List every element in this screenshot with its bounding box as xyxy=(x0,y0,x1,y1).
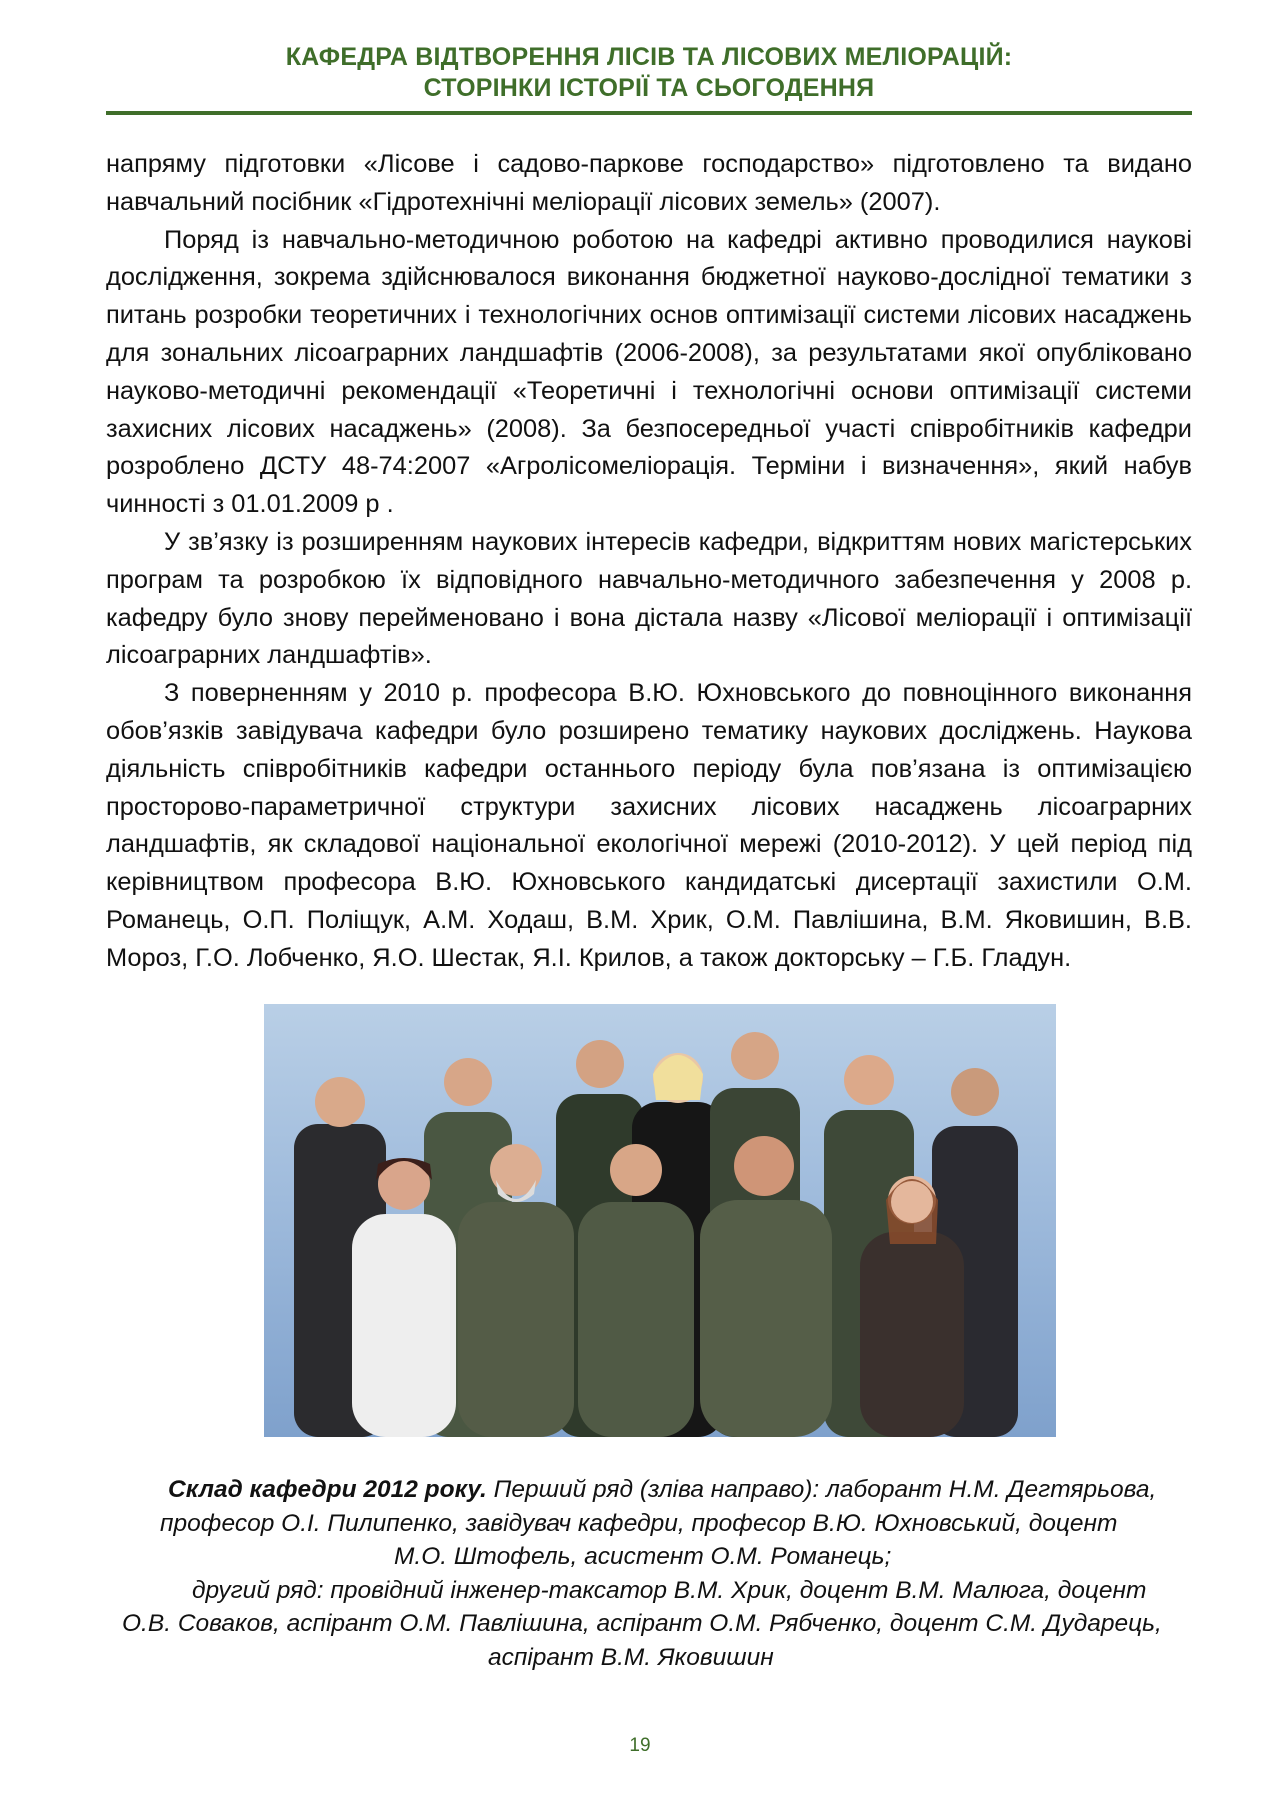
paragraph-4: З поверненням у 2010 р. професора В.Ю. Юхновського до повноцінного виконання обов’язків завідувача кафедри було розширено тематику наукових досліджень. Наукова діяльність співробітників кафедри останнього періоду була пов’язана із оптимізацією просторово-параметричної структури захисних лісових насаджень лісоаграрних ландшафтів, як складової національної екологічної мережі (2010-2012). У цей період під керівництвом професора В.Ю. Юхновського кандидатські дисертації захистили О.М. Романець, О.П. Поліщук, А.М. Ходаш, В.М. Хрик, О.М. Павлішина, В.М. Яковишин, В.В. Мороз, Г.О. Лобченко, Я.О. Шестак, Я.І. Крилов, а також докторську – Г.Б. Гладун. xyxy=(106,679,1192,972)
caption-line-1 xyxy=(106,1473,1192,1507)
body-text xyxy=(106,146,1192,978)
group-photo-illustration xyxy=(264,1004,1056,1437)
group-photo xyxy=(264,1004,1056,1437)
caption-line-2: професор О.І. Пилипенко, завідувач кафедри, професор В.Ю. Юхновський, доцент xyxy=(160,1509,1118,1537)
page-number: 19 xyxy=(629,1735,651,1756)
paragraph-1: напряму підготовки «Лісове і садово-паркове господарство» підготовлено та видано навчальний посібник «Гідротехнічні меліорації лісових земель» (2007). xyxy=(106,150,1192,216)
paragraph-3: У зв’язку із розширенням наукових інтересів кафедри, відкриттям нових магістерських програм та розробкою їх відповідного навчально-методичного забезпечення у 2008 р. кафедру було знову перейменовано і вона дістала назву «Лісової меліорації і оптимізації лісоаграрних ландшафтів». xyxy=(106,527,1192,670)
photo-caption xyxy=(106,1473,1192,1674)
header-line-1: КАФЕДРА ВІДТВОРЕННЯ ЛІСІВ ТА ЛІСОВИХ МЕЛІОРАЦІЙ: xyxy=(285,43,1013,71)
caption-line-1-text: Перший ряд (зліва направо): лаборант Н.М. Дегтярьова, xyxy=(486,1476,1157,1503)
caption-title: Склад кафедри 2012 року. xyxy=(168,1476,487,1503)
running-header xyxy=(106,42,1192,104)
header-line-2: СТОРІНКИ ІСТОРІЇ ТА СЬОГОДЕННЯ xyxy=(423,74,875,102)
caption-line-3: М.О. Штофель, асистент О.М. Романець; xyxy=(394,1543,892,1570)
header-divider xyxy=(106,111,1192,115)
caption-line-4: другий ряд: провідний інженер-таксатор В.М. Хрик, доцент В.М. Малюга, доцент xyxy=(192,1576,1147,1604)
caption-line-6: аспірант В.М. Яковишин xyxy=(488,1643,774,1671)
paragraph-2: Поряд із навчально-методичною роботою на кафедрі активно проводилися наукові дослідження, зокрема здійснювалося виконання бюджетної науково-дослідної тематики з питань розробки теоретичних і технологічних основ оптимізації системи лісових насаджень для зональних лісоаграрних ландшафтів (2006-2008), за результатами якої опубліковано науково-методичні рекомендації «Теоретичні і технологічні основи оптимізації системи захисних лісових насаджень» (2008). За безпосередньої участі співробітників кафедри розроблено ДСТУ 48-74:2007 «Агролісомеліорація. Терміни і визначення», який набув чинності з 01.01.2009 р . xyxy=(106,225,1192,519)
caption-line-5: О.В. Соваков, аспірант О.М. Павлішина, аспірант О.М. Рябченко, доцент С.М. Дударець, xyxy=(122,1610,1162,1637)
